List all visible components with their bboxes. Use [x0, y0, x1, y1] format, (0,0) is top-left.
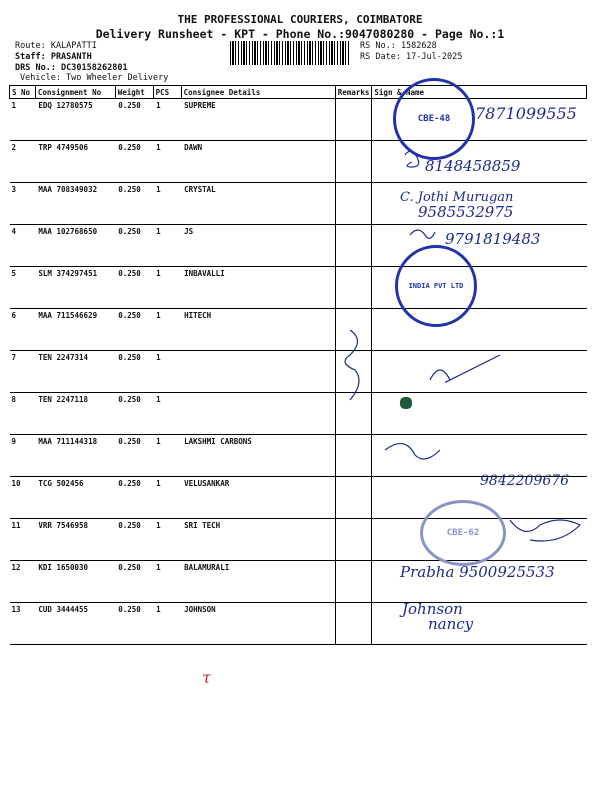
- ink-stain: [400, 397, 412, 409]
- col-weight: Weight: [115, 86, 153, 99]
- stamp-text: INDIA PVT LTD: [408, 282, 464, 290]
- pcs-cell: 1: [153, 99, 181, 141]
- signature-11-icon: [510, 520, 580, 541]
- signature-4-icon: [410, 230, 435, 238]
- handwritten-name-3: C. Jothi Murugan: [400, 190, 514, 205]
- consignment-cell: TEN 2247118: [35, 393, 115, 435]
- sn-cell: 4: [10, 225, 36, 267]
- pcs-cell: 1: [153, 393, 181, 435]
- weight-cell: 0.250: [115, 561, 153, 603]
- handwritten-phone-2: 8148458859: [425, 157, 521, 175]
- consignment-cell: CUD 3444455: [35, 603, 115, 645]
- consignment-cell: MAA 102768650: [35, 225, 115, 267]
- handwritten-signature-12: Prabha 9500925533: [400, 563, 555, 581]
- sn-cell: 8: [10, 393, 36, 435]
- company-title: THE PROFESSIONAL COURIERS, COIMBATORE: [177, 13, 423, 26]
- pcs-cell: 1: [153, 309, 181, 351]
- col-remarks: Remarks: [335, 86, 372, 99]
- consignment-cell: SLM 374297451: [35, 267, 115, 309]
- pcs-cell: 1: [153, 141, 181, 183]
- pcs-cell: 1: [153, 519, 181, 561]
- handwritten-phone-1: 7871099555: [475, 104, 577, 123]
- handwritten-phone-4: 9791819483: [445, 230, 541, 248]
- consignee-cell: INBAVALLI: [181, 267, 335, 309]
- vehicle-label: Vehicle: Two Wheeler Delivery: [20, 73, 169, 83]
- weight-cell: 0.250: [115, 183, 153, 225]
- sn-cell: 1: [10, 99, 36, 141]
- consignment-cell: TEN 2247314: [35, 351, 115, 393]
- weight-cell: 0.250: [115, 519, 153, 561]
- consignment-cell: MAA 711546629: [35, 309, 115, 351]
- weight-cell: 0.250: [115, 225, 153, 267]
- sn-cell: 9: [10, 435, 36, 477]
- stamp-cbe62: [420, 500, 506, 566]
- pcs-cell: 1: [153, 435, 181, 477]
- weight-cell: 0.250: [115, 435, 153, 477]
- pcs-cell: 1: [153, 603, 181, 645]
- remarks-scribble-icon: [345, 330, 359, 400]
- staff-label: Staff: PRASANTH: [15, 52, 92, 62]
- consignment-cell: KDI 1650030: [35, 561, 115, 603]
- weight-cell: 0.250: [115, 477, 153, 519]
- consignment-cell: VRR 7546958: [35, 519, 115, 561]
- weight-cell: 0.250: [115, 309, 153, 351]
- consignment-cell: TCG 502456: [35, 477, 115, 519]
- sn-cell: 12: [10, 561, 36, 603]
- weight-cell: 0.250: [115, 603, 153, 645]
- rs-number: RS No.: 1582628: [360, 41, 437, 51]
- sn-cell: 13: [10, 603, 36, 645]
- weight-cell: 0.250: [115, 99, 153, 141]
- signature-7-icon: [430, 355, 500, 382]
- handwritten-phone-3: 9585532975: [418, 203, 514, 221]
- sn-cell: 2: [10, 141, 36, 183]
- consignee-cell: HITECH: [181, 309, 335, 351]
- sn-cell: 3: [10, 183, 36, 225]
- rs-date: RS Date: 17-Jul-2025: [360, 52, 463, 62]
- consignee-cell: CRYSTAL: [181, 183, 335, 225]
- sn-cell: 5: [10, 267, 36, 309]
- consignee-cell: VELUSANKAR: [181, 477, 335, 519]
- sn-cell: 7: [10, 351, 36, 393]
- consignee-cell: JOHNSON: [181, 603, 335, 645]
- consignment-cell: EDQ 12780575: [35, 99, 115, 141]
- consignment-cell: MAA 711144318: [35, 435, 115, 477]
- weight-cell: 0.250: [115, 351, 153, 393]
- consignee-cell: DAWN: [181, 141, 335, 183]
- stamp-india-pvt-ltd: [395, 245, 477, 327]
- pcs-cell: 1: [153, 561, 181, 603]
- sn-cell: 11: [10, 519, 36, 561]
- sn-cell: 6: [10, 309, 36, 351]
- col-sign: Sign & Name: [372, 86, 587, 99]
- stamp-text: CBE-62: [446, 528, 480, 538]
- route-label: Route: KALAPATTI: [15, 41, 97, 51]
- consignee-cell: LAKSHMI CARBONS: [181, 435, 335, 477]
- consignee-cell: JS: [181, 225, 335, 267]
- col-sno: S No: [10, 86, 36, 99]
- consignee-cell: SUPREME: [181, 99, 335, 141]
- pcs-cell: 1: [153, 267, 181, 309]
- col-consignee: Consignee Details: [181, 86, 335, 99]
- weight-cell: 0.250: [115, 267, 153, 309]
- col-pcs: PCS: [153, 86, 181, 99]
- handwritten-phone-10: 9842209676: [480, 473, 570, 489]
- pcs-cell: 1: [153, 225, 181, 267]
- weight-cell: 0.250: [115, 393, 153, 435]
- weight-cell: 0.250: [115, 141, 153, 183]
- handwritten-signature-13b: nancy: [428, 615, 474, 633]
- stamp-cbe48: [393, 78, 475, 160]
- pcs-cell: 1: [153, 351, 181, 393]
- consignee-cell: SRI TECH: [181, 519, 335, 561]
- pcs-cell: 1: [153, 477, 181, 519]
- red-page-mark: τ: [202, 668, 211, 687]
- sn-cell: 10: [10, 477, 36, 519]
- signature-9-icon: [385, 444, 440, 459]
- handwritten-signature-13: Johnson: [402, 600, 463, 618]
- consignment-cell: TRP 4749506: [35, 141, 115, 183]
- col-consignment: Consignment No: [35, 86, 115, 99]
- runsheet-subtitle: Delivery Runsheet - KPT - Phone No.:9047080280 - Page No.:1: [95, 27, 505, 41]
- drs-number: DRS No.: DC3015826280​1: [15, 63, 128, 73]
- pcs-cell: 1: [153, 183, 181, 225]
- stamp-text: CBE-48: [417, 114, 451, 124]
- consignee-cell: BALAMURALI: [181, 561, 335, 603]
- consignment-cell: MAA 708349032: [35, 183, 115, 225]
